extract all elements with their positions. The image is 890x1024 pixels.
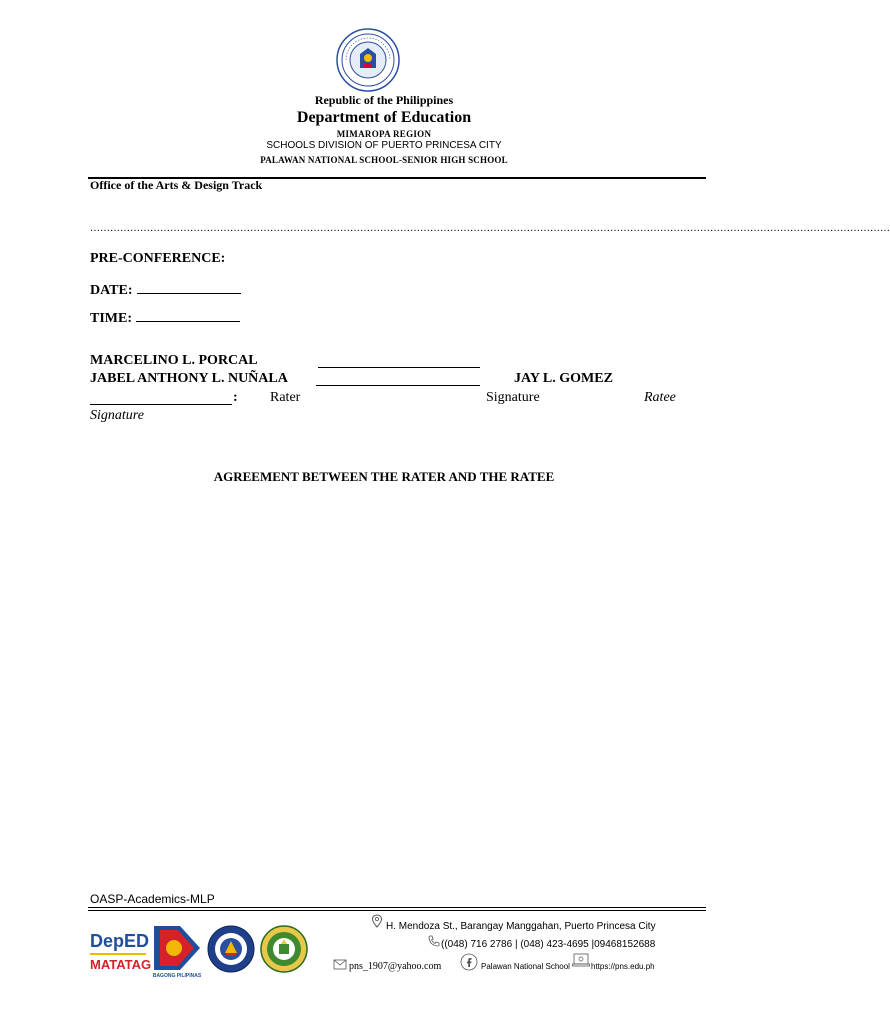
signature-label: Signature [486, 390, 540, 405]
signature-line-1[interactable] [318, 367, 480, 368]
email-icon [333, 957, 347, 971]
time-label: TIME: [90, 311, 132, 326]
phone-icon [428, 935, 440, 947]
name-jay: JAY L. GOMEZ [514, 371, 613, 386]
bagong-logo-text: BAGONG PILIPINAS [152, 973, 202, 979]
bagong-pilipinas-logo [150, 920, 204, 978]
signature-line-3[interactable] [90, 404, 232, 405]
ratee-label: Ratee [644, 390, 676, 405]
date-label: DATE: [90, 283, 133, 298]
name-jabel: JABEL ANTHONY L. NUÑALA [90, 371, 288, 386]
footer-email[interactable]: pns_1907@yahoo.com [349, 961, 442, 972]
footer-divider-top [88, 907, 706, 908]
division-title: SCHOOLS DIVISION OF PUERTO PRINCESA CITY [266, 140, 502, 151]
agreement-title: AGREEMENT BETWEEN THE RATER AND THE RATEE [213, 469, 555, 484]
footer-code: OASP-Academics-MLP [90, 892, 215, 906]
facebook-icon [460, 953, 478, 971]
time-field[interactable] [136, 307, 240, 322]
name-marcelino: MARCELINO L. PORCAL [90, 353, 258, 368]
website-icon [572, 953, 590, 969]
footer-phones: ((048) 716 2786 | (048) 423-4695 |09468152688 [441, 939, 656, 950]
footer-website[interactable]: https://pns.edu.ph [591, 962, 655, 971]
footer-address: H. Mendoza St., Barangay Manggahan, Puerto Princesa City [386, 921, 656, 932]
signature-italic-label: Signature [90, 408, 144, 423]
dotted-separator: …………………………………………………………………………………………………………………………………………………………………………………………………………………… [90, 223, 890, 234]
region-title: MIMAROPA REGION [336, 129, 432, 139]
pre-conference-label: PRE-CONFERENCE: [90, 251, 226, 266]
deped-logo-text: DepED [90, 931, 150, 951]
date-field[interactable] [137, 279, 241, 294]
matatag-logo-text: MATATAG [90, 957, 152, 972]
school-title: PALAWAN NATIONAL SCHOOL-SENIOR HIGH SCHOOL [260, 155, 508, 165]
department-title: Department of Education [296, 109, 472, 126]
republic-title: Republic of the Philippines [314, 93, 454, 107]
school-seal-green [260, 925, 308, 973]
office-label: Office of the Arts & Design Track [90, 178, 263, 192]
rater-label: Rater [270, 390, 301, 405]
footer-facebook[interactable]: Palawan National School [481, 962, 570, 971]
location-pin-icon [371, 914, 383, 928]
school-seal-blue [207, 925, 255, 973]
signature-line-2[interactable] [316, 385, 480, 386]
colon-mark: : [233, 390, 238, 405]
time-row [90, 307, 240, 327]
deped-matatag-logo [90, 925, 152, 975]
date-row [90, 279, 241, 299]
deped-seal-logo [336, 28, 400, 92]
footer-divider-bottom [88, 910, 706, 911]
